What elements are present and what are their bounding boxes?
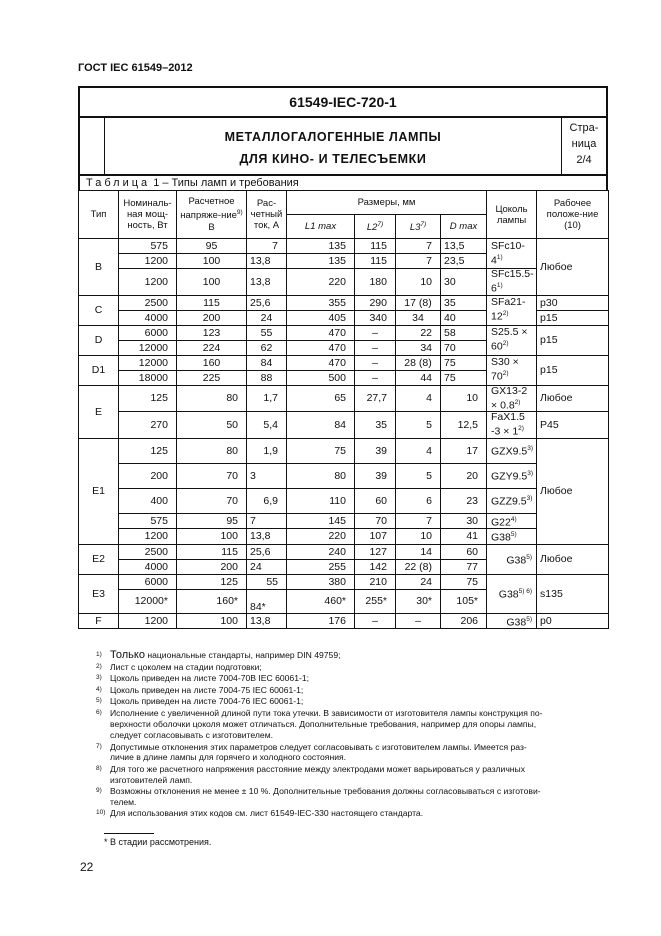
footnote: 2) Лист с цоколем на стадии подготовки; <box>96 661 262 672</box>
col-l3: L3$^{7)}$ <box>396 215 441 239</box>
table-row: E2 2500 115 25,6 240 127 14 60 G38$^{5)}$ Любое <box>79 544 609 559</box>
footnote: 7) Допустимые отклонения этих параметров следует согласовывать с изготовителем лампы. Имеется раз- личие в длине лампы для горячего и холодного состояния. <box>96 741 527 763</box>
table-row: 1200 100 13,8 220 107 10 41 G38$^{5)}$ <box>79 529 609 545</box>
table-row: 4000 200 24 255 142 22 (8) 77 <box>79 559 609 574</box>
table-row: 18000 225 88 500 – 44 75 <box>79 370 609 385</box>
col-current: Рас-четный ток, А <box>247 191 287 239</box>
title-block <box>78 116 608 176</box>
table-row: E 125 80 1,7 65 27,7 4 10 $GX13-2 \times 0.8^{2)}$ Любое <box>79 385 609 412</box>
table-row: 12000* 160* 84* 460* 255* 30* 105* <box>79 589 609 613</box>
footnote: 6) Исполнение с увеличенной длиной пути тока утечки. В зависимости от изготовителя лампы конструкция по- верхности оболочки цоколя может отличаться. Дополнительные требования, например для опоры лампы, следует согласовывать с изготовителем. <box>96 707 543 741</box>
col-dimensions: Размеры, мм <box>287 191 487 215</box>
footnote-rule <box>104 833 154 834</box>
table-row: 270 50 5,4 84 35 5 12,5 FaX1.5 $-3 \times 1^{2)}$ P45 <box>79 412 609 439</box>
footnote: 1) Только национальные стандарты, например DIN 49759; <box>96 649 341 661</box>
sheet-frame <box>78 86 608 629</box>
lamp-types-table <box>78 190 609 629</box>
footnote: 5) Цоколь приведен на листе 7004-76 IEC 60061-1; <box>96 696 304 707</box>
table-row: 1200 100 13,8 220 180 10 30 SFc15.5-6$^{1)}$ <box>79 269 609 296</box>
footnote-star: * В стадии рассмотрения. <box>104 837 212 847</box>
col-socket: Цоколь лампы <box>487 191 537 239</box>
footnote: 4) Цоколь приведен на листе 7004-75 IEC 60061-1; <box>96 684 304 695</box>
table-row: 1200 100 13,8 135 115 7 23,5 <box>79 254 609 269</box>
table-row: D1 12000 160 84 470 – 28 (8) 75 $S30 \times 70^{2)}$ p15 <box>79 355 609 370</box>
footnotes <box>96 650 611 820</box>
page-indicator: Стра- ница 2/4 <box>561 118 606 174</box>
col-position: Рабочее положе-ние (10) <box>537 191 609 239</box>
col-type: Тип <box>79 191 119 239</box>
title-line-1: МЕТАЛЛОГАЛОГЕННЫЕ ЛАМПЫ <box>224 130 442 144</box>
page-number: 22 <box>80 860 94 874</box>
table-row: E1 125 80 1,9 75 39 4 17 GZX9.5$^{3)}$ Любое <box>79 438 609 463</box>
col-power: Номиналь-ная мощ-ность, Вт <box>119 191 177 239</box>
footnote: 3) Цоколь приведен на листе 7004-70В IEC 60061-1; <box>96 673 310 684</box>
table-row: 4000 200 24 405 340 34 40 p15 <box>79 310 609 325</box>
table-row: 12000 224 62 470 – 34 70 <box>79 340 609 355</box>
footnote: 9) Возможны отклонения не менее ± 10 %. Дополнительные требования должны согласовываться с изготови- телем. <box>96 786 541 807</box>
title-line-2: ДЛЯ КИНО- И ТЕЛЕСЪЕМКИ <box>239 152 427 166</box>
table-row: 575 95 7 145 70 7 30 G22$^{4)}$ <box>79 513 609 529</box>
table-row: B 575 95 7 135 115 7 13,5 SFc10-4$^{1)}$ Любое <box>79 239 609 254</box>
footnote: 10) Для использования этих кодов см. лист 61549-IEC-330 настоящего стандарта. <box>96 808 424 819</box>
col-voltage: Расчетное напряже-ние$^{9)}$ В <box>177 191 247 239</box>
col-l2: L2$^{7)}$ <box>355 215 396 239</box>
sheet-id: 61549-IEC-720-1 <box>78 86 608 116</box>
col-l1: L1 max <box>287 215 355 239</box>
document-header: ГОСТ IEC 61549–2012 <box>78 62 193 74</box>
table-row: C 2500 115 25,6 355 290 17 (8) 35 SFa21-12$^{2)}$ p30 <box>79 295 609 310</box>
col-d: D max <box>441 215 487 239</box>
table-caption: Таблица 1 – Типы ламп и требования <box>78 176 608 190</box>
table-row: E3 6000 125 55 380 210 24 75 $G38^{5) 6)}$ s135 <box>79 574 609 589</box>
footnote: 8) Для того же расчетного напряжения расстояние между электродами может варьироваться у различных изготовителей ламп. <box>96 763 526 785</box>
table-row: 200 70 3 80 39 5 20 GZY9.5$^{3)}$ <box>79 463 609 488</box>
table-row: D 6000 123 55 470 – 22 58 $S25.5 \times 60^{2)}$ p15 <box>79 325 609 340</box>
table-row: 400 70 6,9 110 60 6 23 GZZ9.5$^{3)}$ <box>79 488 609 513</box>
table-row: F 1200 100 13,8 176 – – 206 G38$^{5)}$ p0 <box>79 613 609 629</box>
